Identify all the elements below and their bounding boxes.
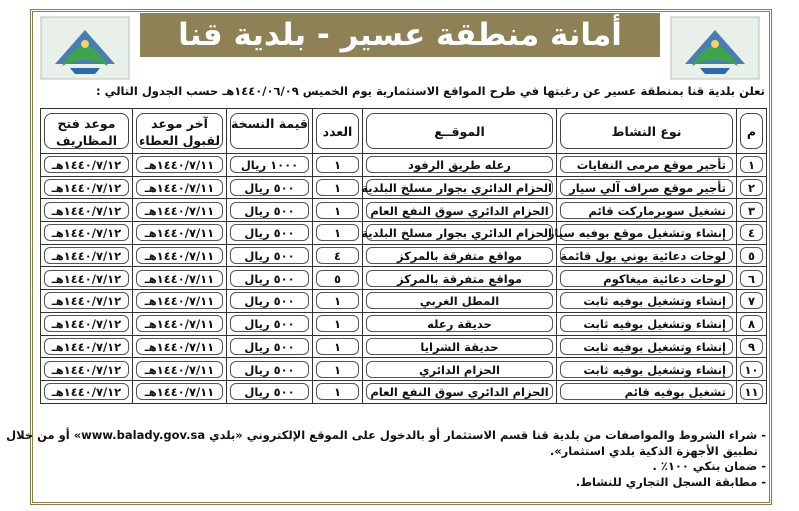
row-location: حديقة الشرايا — [363, 335, 557, 358]
announcement-intro: تعلن بلدية قنا بمنطقة عسير عن رغبتها في طرح المواقع الاستثمارية يوم الخميس ١٤٤٠/٠٦/٠٩هـ حسب الجدول التالي : — [95, 84, 765, 98]
row-activity: لوحات دعائية يوني بول قائمة — [557, 244, 737, 267]
row-count: ٤ — [313, 244, 363, 267]
row-count: ١ — [313, 222, 363, 245]
row-location: مواقع متفرقة بالمركز — [363, 244, 557, 267]
row-num: ١٠ — [737, 358, 767, 381]
note-line: - ضمان بنكي ١٠٠٪ . — [652, 459, 766, 473]
table-row — [41, 380, 767, 403]
row-location: الحزام الدائري بجوار مسلخ البلدية — [363, 176, 557, 199]
table-row — [41, 244, 767, 267]
row-num: ٧ — [737, 290, 767, 313]
row-num: ٢ — [737, 176, 767, 199]
table-header-row — [41, 109, 767, 154]
row-location: الحزام الدائري سوق النفع العام — [363, 380, 557, 403]
row-last-date: ١٤٤٠/٧/١١هـ — [133, 335, 227, 358]
header-last-date: آخر موعد لقبول العطاء — [133, 109, 227, 154]
row-open-date: ١٤٤٠/٧/١٢هـ — [41, 199, 133, 222]
row-copy-price: ٥٠٠ ريال — [227, 380, 313, 403]
row-activity: تشغيل سوبرماركت قائم — [557, 199, 737, 222]
note-line: - مطابقة السجل التجاري للنشاط. — [575, 474, 766, 489]
row-last-date: ١٤٤٠/٧/١١هـ — [133, 154, 227, 177]
table-row — [41, 312, 767, 335]
header-count: العدد — [313, 109, 363, 154]
row-activity: إنشاء وتشغيل موقع بوفيه سيار — [557, 222, 737, 245]
row-num: ٣ — [737, 199, 767, 222]
row-num: ٦ — [737, 267, 767, 290]
row-count: ١ — [313, 199, 363, 222]
page-title: أمانة منطقة عسير - بلدية قنا — [140, 13, 660, 57]
table-row — [41, 335, 767, 358]
header-location: الموقــع — [363, 109, 557, 154]
row-copy-price: ٥٠٠ ريال — [227, 176, 313, 199]
header-open-date: موعد فتح المظاريف — [41, 109, 133, 154]
row-activity: تأجير موقع صراف آلي سيار — [557, 176, 737, 199]
row-location: الحزام الدائري سوق النفع العام — [363, 199, 557, 222]
row-count: ١ — [313, 154, 363, 177]
table-row — [41, 222, 767, 245]
row-num: ٤ — [737, 222, 767, 245]
municipality-logo-icon — [40, 16, 130, 80]
row-activity: لوحات دعائية ميغاكوم — [557, 267, 737, 290]
row-copy-price: ٥٠٠ ريال — [227, 335, 313, 358]
row-open-date: ١٤٤٠/٧/١٢هـ — [41, 176, 133, 199]
table-row — [41, 176, 767, 199]
table-row — [41, 199, 767, 222]
header-copy-price: قيمة النسخة — [227, 109, 313, 154]
row-location: الحزام الدائري بجوار مسلخ البلدية — [363, 222, 557, 245]
notes-block — [6, 428, 766, 490]
row-copy-price: ٥٠٠ ريال — [227, 290, 313, 313]
row-count: ٥ — [313, 267, 363, 290]
row-location: المطل الغربي — [363, 290, 557, 313]
row-copy-price: ١٠٠٠ ريال — [227, 154, 313, 177]
row-location: رعله طريق الرفود — [363, 154, 557, 177]
row-copy-price: ٥٠٠ ريال — [227, 222, 313, 245]
row-open-date: ١٤٤٠/٧/١٢هـ — [41, 312, 133, 335]
row-last-date: ١٤٤٠/٧/١١هـ — [133, 290, 227, 313]
table-row — [41, 267, 767, 290]
row-num: ٨ — [737, 312, 767, 335]
row-open-date: ١٤٤٠/٧/١٢هـ — [41, 244, 133, 267]
row-last-date: ١٤٤٠/٧/١١هـ — [133, 358, 227, 381]
row-count: ١ — [313, 380, 363, 403]
row-num: ١١ — [737, 380, 767, 403]
row-activity: إنشاء وتشغيل بوفيه ثابت — [557, 335, 737, 358]
row-last-date: ١٤٤٠/٧/١١هـ — [133, 222, 227, 245]
investment-sites-table — [40, 108, 767, 404]
row-count: ١ — [313, 335, 363, 358]
row-count: ١ — [313, 176, 363, 199]
row-activity: إنشاء وتشغيل بوفيه ثابت — [557, 290, 737, 313]
row-location: حديقة رعله — [363, 312, 557, 335]
row-num: ١ — [737, 154, 767, 177]
row-count: ١ — [313, 312, 363, 335]
row-last-date: ١٤٤٠/٧/١١هـ — [133, 267, 227, 290]
row-open-date: ١٤٤٠/٧/١٢هـ — [41, 154, 133, 177]
row-location: مواقع متفرقة بالمركز — [363, 267, 557, 290]
row-copy-price: ٥٠٠ ريال — [227, 312, 313, 335]
note-line: تطبيق الأجهزة الذكية بلدي استثمار». — [549, 443, 758, 458]
row-activity: إنشاء وتشغيل بوفيه ثابت — [557, 312, 737, 335]
row-num: ٥ — [737, 244, 767, 267]
row-last-date: ١٤٤٠/٧/١١هـ — [133, 199, 227, 222]
row-last-date: ١٤٤٠/٧/١١هـ — [133, 312, 227, 335]
row-copy-price: ٥٠٠ ريال — [227, 199, 313, 222]
row-copy-price: ٥٠٠ ريال — [227, 244, 313, 267]
row-last-date: ١٤٤٠/٧/١١هـ — [133, 380, 227, 403]
table-row — [41, 290, 767, 313]
row-count: ١ — [313, 358, 363, 381]
table-row — [41, 358, 767, 381]
row-open-date: ١٤٤٠/٧/١٢هـ — [41, 358, 133, 381]
header-num: م — [737, 109, 767, 154]
row-open-date: ١٤٤٠/٧/١٢هـ — [41, 335, 133, 358]
row-open-date: ١٤٤٠/٧/١٢هـ — [41, 290, 133, 313]
note-line: - شراء الشروط والمواصفات من بلدية قنا قسم الاستثمار أو بالدخول على الموقع الإلكتروني «بلدي www.balady.gov.sa» أو من خلال — [6, 428, 766, 442]
row-copy-price: ٥٠٠ ريال — [227, 267, 313, 290]
municipality-logo-icon — [670, 16, 760, 80]
row-count: ١ — [313, 290, 363, 313]
table-row — [41, 154, 767, 177]
row-open-date: ١٤٤٠/٧/١٢هـ — [41, 222, 133, 245]
row-last-date: ١٤٤٠/٧/١١هـ — [133, 244, 227, 267]
header-activity: نوع النشاط — [557, 109, 737, 154]
row-activity: تأجير موقع مرمى النفايات — [557, 154, 737, 177]
row-activity: إنشاء وتشغيل بوفيه ثابت — [557, 358, 737, 381]
row-activity: تشغيل بوفيه قائم — [557, 380, 737, 403]
row-open-date: ١٤٤٠/٧/١٢هـ — [41, 380, 133, 403]
row-location: الحزام الدائري — [363, 358, 557, 381]
row-last-date: ١٤٤٠/٧/١١هـ — [133, 176, 227, 199]
row-num: ٩ — [737, 335, 767, 358]
row-open-date: ١٤٤٠/٧/١٢هـ — [41, 267, 133, 290]
row-copy-price: ٥٠٠ ريال — [227, 358, 313, 381]
